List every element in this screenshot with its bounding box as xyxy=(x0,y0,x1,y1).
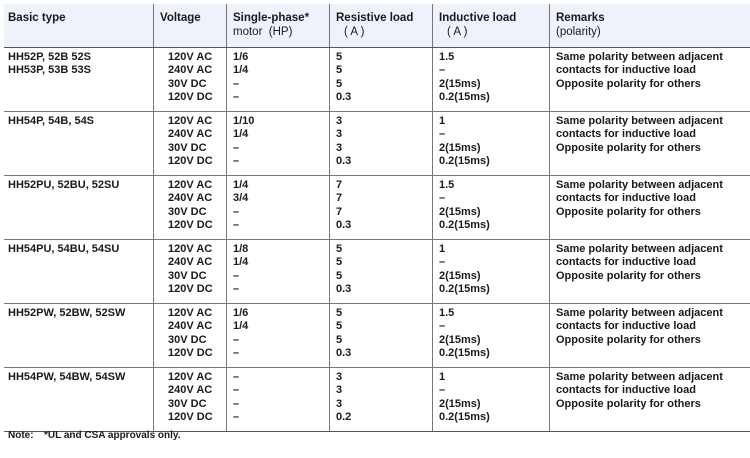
relay-ratings-table-container xyxy=(4,4,745,432)
cell-resistive-load-line: 3 xyxy=(336,128,343,141)
cell-inductive-load-line: 0.2(15ms) xyxy=(439,219,490,232)
cell-resistive-load xyxy=(330,48,433,112)
cell-voltage-line: 120V AC xyxy=(168,51,213,63)
cell-resistive-load-line: 0.3 xyxy=(336,283,352,296)
cell-resistive-load-line: 5 xyxy=(336,256,343,269)
cell-voltage-line: 120V AC xyxy=(168,179,213,191)
header-remarks: Remarks (polarity) xyxy=(550,4,750,48)
cell-inductive-load-line: 2(15ms) xyxy=(439,269,481,282)
cell-resistive-load-line: 5 xyxy=(336,333,343,346)
cell-motor-line: – xyxy=(233,219,240,232)
cell-voltage-line: 120V DC xyxy=(168,411,213,424)
cell-inductive-load-line: 2(15ms) xyxy=(439,397,481,410)
cell-motor-line: – xyxy=(233,141,240,154)
cell-remarks-line: Opposite polarity for others xyxy=(556,77,701,90)
cell-motor-line: 1/6 xyxy=(233,307,249,319)
cell-remarks-line: contacts for inductive load xyxy=(556,384,696,397)
cell-resistive-load-line: 0.3 xyxy=(336,91,352,104)
cell-remarks xyxy=(550,112,750,176)
cell-basic-type-line: HH52PU, 52BU, 52SU xyxy=(8,179,120,191)
cell-motor xyxy=(227,368,330,432)
header-inductive-load: Inductive load ( A ) xyxy=(433,4,550,48)
cell-resistive-load xyxy=(330,176,433,240)
cell-motor-line: – xyxy=(233,347,240,360)
cell-inductive-load-line: 0.2(15ms) xyxy=(439,411,490,424)
cell-motor-line: – xyxy=(233,269,240,282)
cell-voltage-line: 30V DC xyxy=(168,333,207,346)
cell-resistive-load xyxy=(330,368,433,432)
table-row xyxy=(4,176,750,240)
cell-remarks-line: Same polarity between adjacent xyxy=(556,307,723,319)
cell-inductive-load-line: – xyxy=(439,384,446,397)
cell-inductive-load-line: – xyxy=(439,320,446,333)
cell-resistive-load-line: 7 xyxy=(336,179,343,191)
cell-basic-type xyxy=(4,368,154,432)
header-voltage: Voltage xyxy=(154,4,227,48)
footnote xyxy=(8,430,181,441)
cell-inductive-load xyxy=(433,304,550,368)
cell-remarks-line: Same polarity between adjacent xyxy=(556,179,723,191)
cell-basic-type-line: HH52P, 52B 52S xyxy=(8,51,91,63)
table-row xyxy=(4,112,750,176)
cell-voltage-line: 30V DC xyxy=(168,205,207,218)
cell-inductive-load-line: 1.5 xyxy=(439,179,455,191)
cell-basic-type-line: HH54PU, 54BU, 54SU xyxy=(8,243,120,255)
cell-voltage-line: 240V AC xyxy=(168,256,213,269)
cell-voltage xyxy=(154,48,227,112)
cell-inductive-load xyxy=(433,368,550,432)
header-basic-type: Basic type xyxy=(4,4,154,48)
cell-voltage xyxy=(154,304,227,368)
cell-voltage-line: 240V AC xyxy=(168,128,213,141)
cell-inductive-load-line: 2(15ms) xyxy=(439,205,481,218)
cell-remarks-line: Same polarity between adjacent xyxy=(556,115,723,127)
cell-voltage-line: 240V AC xyxy=(168,64,213,77)
cell-remarks-line: Opposite polarity for others xyxy=(556,269,701,282)
cell-voltage-line: 30V DC xyxy=(168,77,207,90)
header-motor: Single-phase* motor (HP) xyxy=(227,4,330,48)
cell-voltage-line: 120V DC xyxy=(168,347,213,360)
cell-inductive-load-line: 1 xyxy=(439,371,446,383)
cell-motor-line: – xyxy=(233,155,240,168)
cell-voltage-line: 120V DC xyxy=(168,155,213,168)
cell-remarks xyxy=(550,176,750,240)
cell-motor-line: – xyxy=(233,371,240,383)
cell-remarks xyxy=(550,368,750,432)
cell-voltage xyxy=(154,176,227,240)
cell-motor-line: 1/4 xyxy=(233,179,249,191)
cell-motor-line: – xyxy=(233,283,240,296)
footnote-label: Note: xyxy=(8,430,34,441)
cell-motor-line: – xyxy=(233,333,240,346)
cell-remarks-line: contacts for inductive load xyxy=(556,256,696,269)
cell-remarks-line: contacts for inductive load xyxy=(556,64,696,77)
cell-resistive-load-line: 5 xyxy=(336,269,343,282)
cell-motor-line: – xyxy=(233,397,240,410)
cell-inductive-load-line: 1.5 xyxy=(439,307,455,319)
cell-resistive-load-line: 0.3 xyxy=(336,155,352,168)
cell-resistive-load-line: 3 xyxy=(336,141,343,154)
cell-remarks-line: contacts for inductive load xyxy=(556,128,696,141)
cell-resistive-load xyxy=(330,112,433,176)
cell-resistive-load-line: 5 xyxy=(336,320,343,333)
cell-resistive-load-line: 0.3 xyxy=(336,219,352,232)
table-row xyxy=(4,368,750,432)
cell-remarks xyxy=(550,304,750,368)
cell-resistive-load-line: 3 xyxy=(336,115,343,127)
relay-ratings-table xyxy=(4,4,750,432)
cell-resistive-load-line: 5 xyxy=(336,243,343,255)
cell-basic-type-line: HH54PW, 54BW, 54SW xyxy=(8,371,126,383)
cell-inductive-load xyxy=(433,112,550,176)
cell-voltage-line: 120V AC xyxy=(168,243,213,255)
cell-remarks-line: Opposite polarity for others xyxy=(556,205,701,218)
cell-motor-line: – xyxy=(233,91,240,104)
cell-voltage-line: 30V DC xyxy=(168,397,207,410)
cell-voltage-line: 120V AC xyxy=(168,371,213,383)
cell-resistive-load-line: 3 xyxy=(336,371,343,383)
cell-voltage xyxy=(154,240,227,304)
header-row xyxy=(4,4,750,48)
cell-inductive-load xyxy=(433,176,550,240)
cell-inductive-load-line: 0.2(15ms) xyxy=(439,347,490,360)
cell-remarks-line: Opposite polarity for others xyxy=(556,141,701,154)
cell-basic-type xyxy=(4,240,154,304)
cell-basic-type xyxy=(4,176,154,240)
cell-motor xyxy=(227,176,330,240)
cell-voltage-line: 120V AC xyxy=(168,307,213,319)
cell-motor xyxy=(227,240,330,304)
cell-inductive-load-line: 1 xyxy=(439,243,446,255)
cell-inductive-load xyxy=(433,48,550,112)
cell-inductive-load xyxy=(433,240,550,304)
cell-inductive-load-line: 1 xyxy=(439,115,446,127)
cell-inductive-load-line: 2(15ms) xyxy=(439,333,481,346)
cell-resistive-load-line: 0.3 xyxy=(336,347,352,360)
cell-motor-line: – xyxy=(233,411,240,424)
cell-voltage-line: 240V AC xyxy=(168,320,213,333)
cell-motor xyxy=(227,304,330,368)
cell-motor-line: 1/4 xyxy=(233,256,249,269)
table-row xyxy=(4,240,750,304)
cell-remarks-line: Opposite polarity for others xyxy=(556,397,701,410)
cell-basic-type xyxy=(4,112,154,176)
cell-inductive-load-line: 1.5 xyxy=(439,51,455,63)
cell-basic-type xyxy=(4,48,154,112)
cell-motor-line: 3/4 xyxy=(233,192,249,205)
table-row xyxy=(4,48,750,112)
cell-inductive-load-line: – xyxy=(439,256,446,269)
footnote-text: *UL and CSA approvals only. xyxy=(44,430,181,441)
cell-inductive-load-line: – xyxy=(439,64,446,77)
cell-remarks-line: contacts for inductive load xyxy=(556,192,696,205)
cell-resistive-load xyxy=(330,240,433,304)
cell-remarks-line: Same polarity between adjacent xyxy=(556,371,723,383)
cell-motor-line: – xyxy=(233,77,240,90)
cell-inductive-load-line: – xyxy=(439,192,446,205)
cell-remarks-line: contacts for inductive load xyxy=(556,320,696,333)
cell-motor-line: 1/4 xyxy=(233,320,249,333)
table-row xyxy=(4,304,750,368)
cell-resistive-load-line: 5 xyxy=(336,77,343,90)
cell-voltage-line: 120V DC xyxy=(168,283,213,296)
cell-resistive-load-line: 0.2 xyxy=(336,411,352,424)
cell-motor-line: 1/4 xyxy=(233,128,249,141)
cell-remarks xyxy=(550,48,750,112)
cell-basic-type-line: HH53P, 53B 53S xyxy=(8,64,91,77)
cell-inductive-load-line: 0.2(15ms) xyxy=(439,155,490,168)
cell-inductive-load-line: – xyxy=(439,128,446,141)
cell-voltage-line: 240V AC xyxy=(168,192,213,205)
cell-remarks xyxy=(550,240,750,304)
cell-voltage-line: 30V DC xyxy=(168,141,207,154)
cell-basic-type-line: HH54P, 54B, 54S xyxy=(8,115,95,127)
cell-inductive-load-line: 0.2(15ms) xyxy=(439,91,490,104)
table-body xyxy=(4,48,750,432)
cell-resistive-load-line: 7 xyxy=(336,205,343,218)
cell-resistive-load-line: 3 xyxy=(336,397,343,410)
cell-motor xyxy=(227,48,330,112)
cell-motor-line: 1/4 xyxy=(233,64,249,77)
cell-resistive-load xyxy=(330,304,433,368)
cell-inductive-load-line: 0.2(15ms) xyxy=(439,283,490,296)
cell-voltage-line: 120V DC xyxy=(168,219,213,232)
cell-resistive-load-line: 3 xyxy=(336,384,343,397)
cell-resistive-load-line: 7 xyxy=(336,192,343,205)
cell-voltage xyxy=(154,368,227,432)
cell-inductive-load-line: 2(15ms) xyxy=(439,141,481,154)
cell-motor xyxy=(227,112,330,176)
cell-remarks-line: Same polarity between adjacent xyxy=(556,243,723,255)
cell-resistive-load-line: 5 xyxy=(336,64,343,77)
cell-motor-line: 1/8 xyxy=(233,243,249,255)
cell-motor-line: – xyxy=(233,384,240,397)
cell-voltage-line: 30V DC xyxy=(168,269,207,282)
cell-resistive-load-line: 5 xyxy=(336,51,343,63)
cell-basic-type xyxy=(4,304,154,368)
cell-remarks-line: Same polarity between adjacent xyxy=(556,51,723,63)
cell-voltage-line: 240V AC xyxy=(168,384,213,397)
header-resistive-load: Resistive load ( A ) xyxy=(330,4,433,48)
cell-inductive-load-line: 2(15ms) xyxy=(439,77,481,90)
cell-voltage-line: 120V DC xyxy=(168,91,213,104)
cell-motor-line: 1/6 xyxy=(233,51,249,63)
cell-motor-line: 1/10 xyxy=(233,115,255,127)
cell-voltage xyxy=(154,112,227,176)
cell-resistive-load-line: 5 xyxy=(336,307,343,319)
cell-basic-type-line: HH52PW, 52BW, 52SW xyxy=(8,307,126,319)
cell-remarks-line: Opposite polarity for others xyxy=(556,333,701,346)
cell-motor-line: – xyxy=(233,205,240,218)
cell-voltage-line: 120V AC xyxy=(168,115,213,127)
